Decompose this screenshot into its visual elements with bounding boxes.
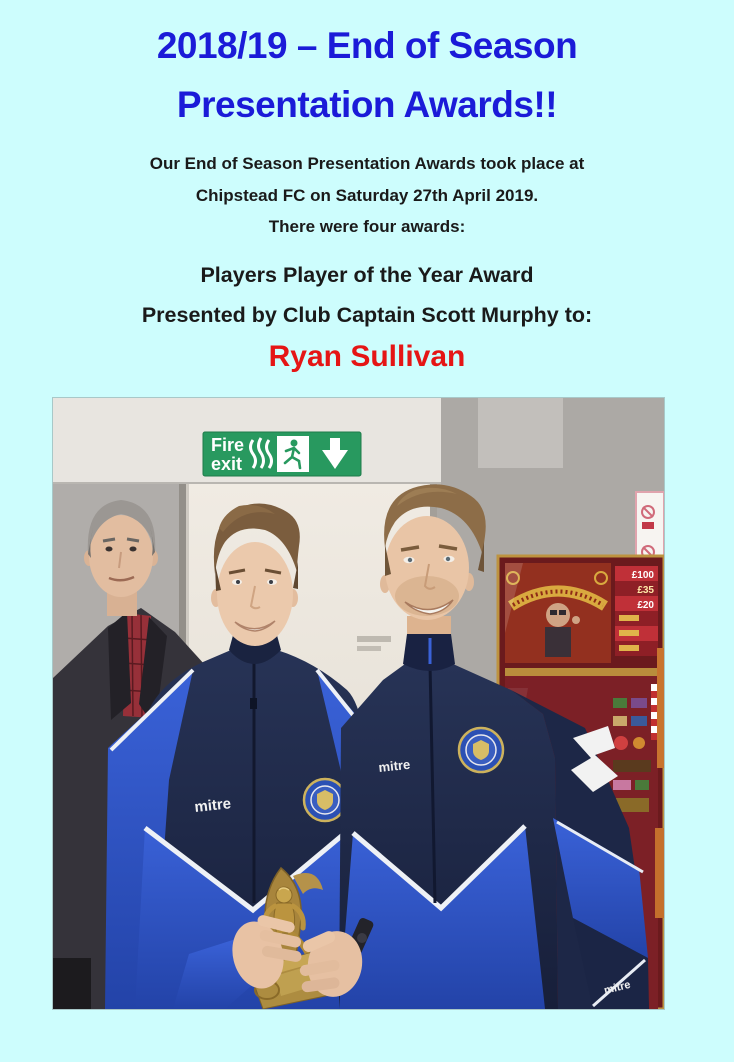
title-line-1: 2018/19 – End of Season — [156, 25, 578, 66]
intro-line-2: Chipstead FC on Saturday 27th April 2019. — [195, 185, 539, 205]
prize-3: £20 — [637, 600, 654, 611]
intro-line-1: Our End of Season Presentation Awards took place at — [149, 154, 585, 173]
mitre-logo-right: mitre — [377, 756, 411, 775]
presented-by-line: Presented by Club Captain Scott Murphy to: — [141, 302, 593, 327]
fruit-machine-prize-list — [615, 566, 658, 656]
fire-exit-sign — [203, 432, 361, 476]
intro-paragraph — [0, 148, 734, 243]
fruit-machine-checker-strip — [651, 684, 658, 740]
title-line-2: Presentation Awards!! — [176, 84, 558, 125]
fire-exit-text-line2: exit — [211, 454, 243, 474]
club-badge-right — [459, 728, 503, 772]
intro-line-3: There were four awards: — [268, 217, 466, 236]
mitre-logo: mitre — [193, 795, 232, 816]
running-man-icon — [277, 436, 309, 472]
prize-2: £35 — [637, 585, 654, 596]
winner-name: Ryan Sullivan — [268, 339, 466, 373]
club-badge — [304, 779, 346, 821]
faint-door-sign — [357, 636, 391, 642]
award-heading: Players Player of the Year Award — [200, 262, 534, 287]
prize-1: £100 — [631, 570, 654, 581]
fire-exit-text-line1: Fire — [211, 435, 245, 455]
mitre-sleeve-logo: mitre — [602, 978, 632, 997]
page-title — [0, 0, 734, 134]
award-photo — [52, 397, 665, 1010]
